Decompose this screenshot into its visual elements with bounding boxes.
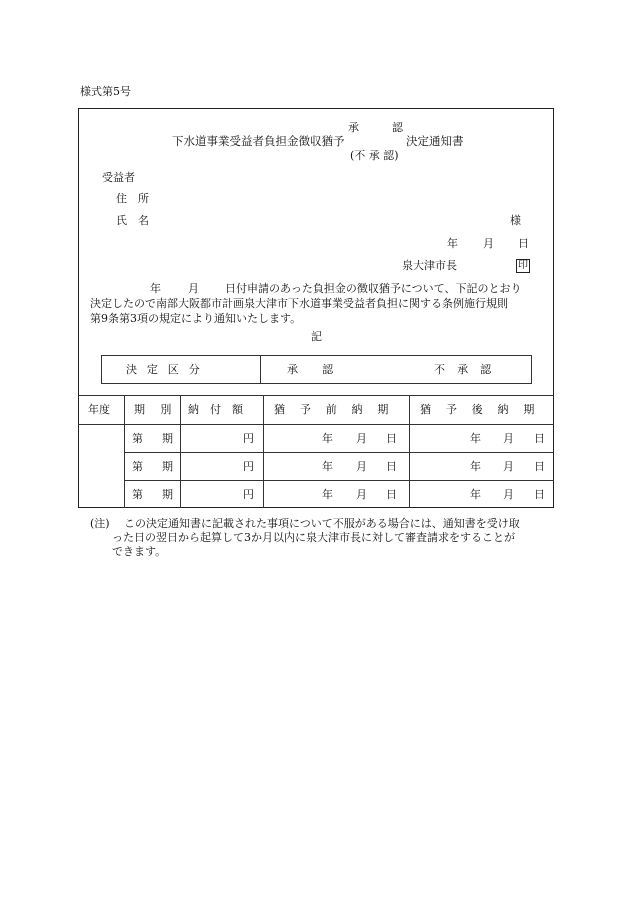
row2-before-month: 月 [356, 460, 367, 473]
note-line-2: った日の翌日から起算して3か月以内に泉大津市長に対して審査請求をすることが [112, 531, 515, 544]
ki-heading: 記 [311, 330, 322, 343]
row2-after-year: 年 [470, 460, 481, 473]
row1-period-dai: 第 [132, 432, 143, 445]
form-number: 様式第5号 [80, 85, 131, 98]
row1-before-year: 年 [322, 432, 333, 445]
row3-after-month: 月 [503, 488, 514, 501]
table-col-divider-3 [263, 395, 264, 508]
row2-after-month: 月 [503, 460, 514, 473]
row2-before-year: 年 [322, 460, 333, 473]
note-line-3: できます。 [112, 545, 167, 558]
header-before-deferral: 猶予前納期 [274, 403, 404, 416]
row1-period-ki: 期 [162, 432, 173, 445]
row3-period-ki: 期 [162, 488, 173, 501]
decision-label: 決定区分 [126, 363, 210, 376]
row2-period-ki: 期 [162, 460, 173, 473]
table-row-divider-1 [124, 452, 554, 453]
decision-approve: 承認 [287, 363, 358, 376]
header-period: 期別 [134, 403, 187, 416]
row1-before-day: 日 [386, 432, 397, 445]
table-col-divider-1 [124, 395, 125, 508]
row3-amount-unit: 円 [243, 488, 254, 501]
note-label: (注) [90, 517, 110, 530]
seal-mark: 印 [518, 260, 528, 271]
address-label: 住 所 [116, 192, 149, 205]
row1-after-day: 日 [534, 432, 545, 445]
decision-disapprove: 不承認 [434, 363, 504, 376]
row1-after-month: 月 [503, 432, 514, 445]
date-year: 年 [447, 237, 458, 250]
title-main: 下水道事業受益者負担金徴収猶予 [172, 134, 345, 148]
note-line-1: この決定通知書に記載された事項について不服がある場合には、通知書を受け取 [124, 517, 520, 530]
recipient-label: 受益者 [102, 171, 135, 184]
title-approve-option: 承 認 [348, 121, 403, 134]
date-month: 月 [483, 237, 494, 250]
row3-after-day: 日 [534, 488, 545, 501]
row2-after-day: 日 [534, 460, 545, 473]
table-header-bottom [78, 424, 554, 425]
decision-divider [260, 355, 261, 384]
row1-before-month: 月 [356, 432, 367, 445]
row2-amount-unit: 円 [243, 460, 254, 473]
row3-after-year: 年 [470, 488, 481, 501]
table-row-divider-2 [124, 480, 554, 481]
body-line-3: 第9条第3項の規定により通知いたします。 [90, 312, 302, 325]
header-fiscal-year: 年度 [88, 403, 110, 416]
name-label: 氏 名 [116, 214, 149, 227]
row2-period-dai: 第 [132, 460, 143, 473]
body-line-1: 日付申請のあった負担金の徴収猶予について、下記のとおり [225, 282, 522, 295]
row1-after-year: 年 [470, 432, 481, 445]
header-after-deferral: 猶予後納期 [420, 403, 550, 416]
honorific: 様 [510, 214, 521, 227]
title-disapprove-option: (不 承 認) [350, 149, 399, 162]
header-amount: 納付額 [188, 403, 254, 416]
body-year: 年 [150, 282, 161, 295]
date-day: 日 [518, 237, 529, 250]
row2-before-day: 日 [386, 460, 397, 473]
issuer-name: 泉大津市長 [402, 259, 457, 272]
body-month: 月 [188, 282, 199, 295]
table-col-divider-4 [409, 395, 410, 508]
row3-period-dai: 第 [132, 488, 143, 501]
row3-before-year: 年 [322, 488, 333, 501]
table-top-border [78, 395, 554, 396]
row3-before-month: 月 [356, 488, 367, 501]
row3-before-day: 日 [386, 488, 397, 501]
title-suffix: 決定通知書 [406, 134, 464, 148]
row1-amount-unit: 円 [243, 432, 254, 445]
body-line-2: 決定したので南部大阪都市計画泉大津市下水道事業受益者負担に関する条例施行規則 [90, 297, 508, 310]
